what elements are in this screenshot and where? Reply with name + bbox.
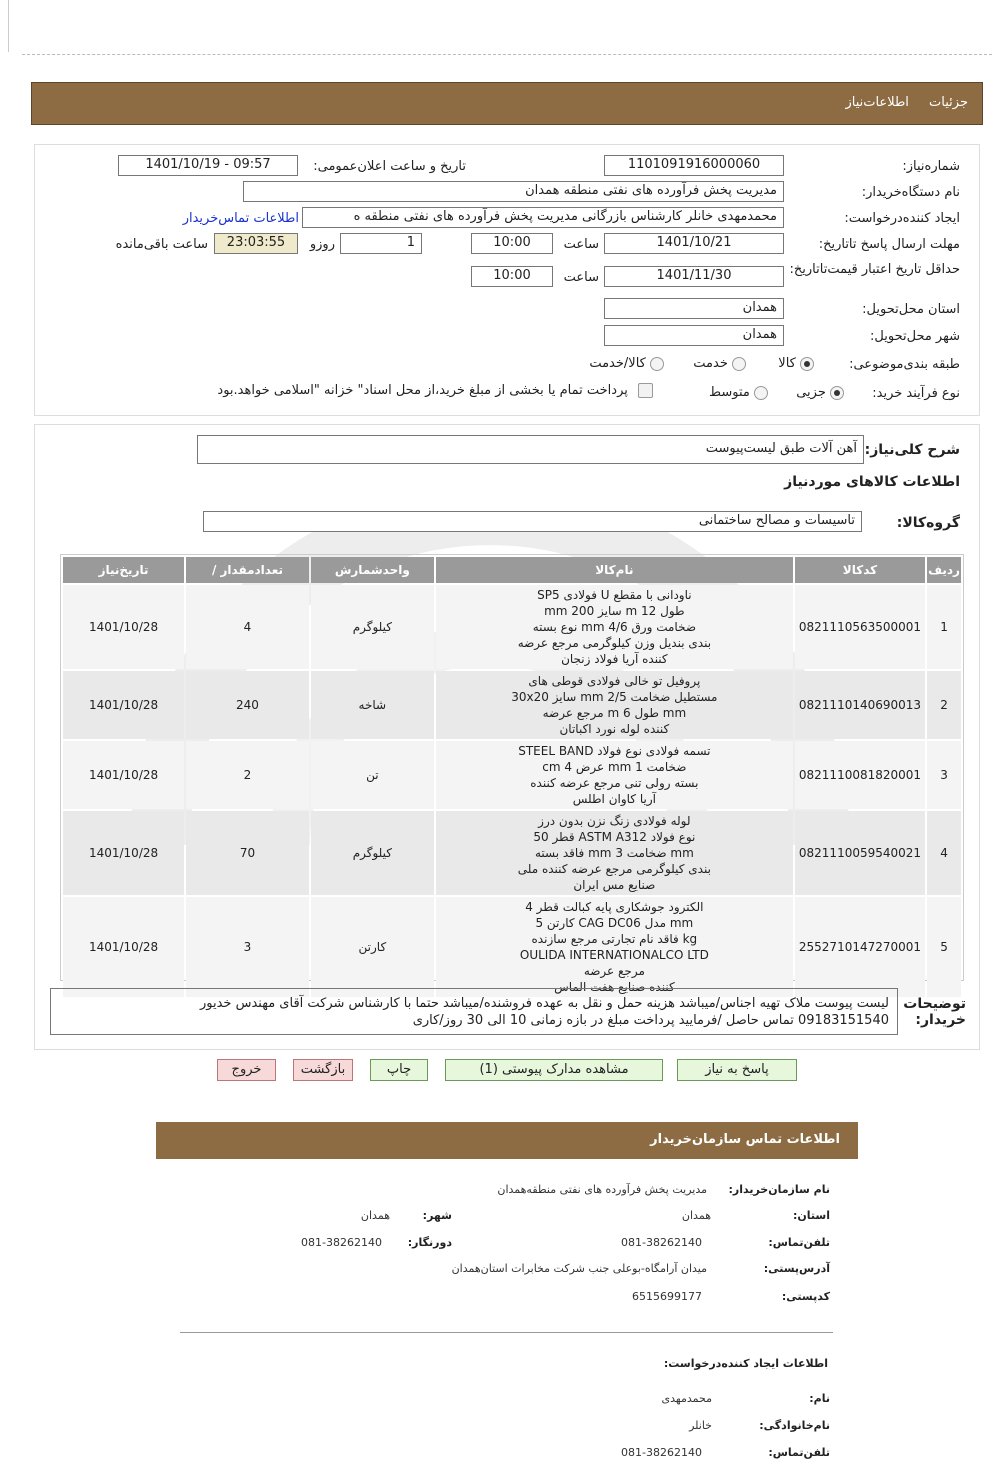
attachments-button[interactable]: مشاهده مدارک پیوستی (1) (445, 1059, 663, 1081)
contact-org-value: مدیریت پخش فرآورده های نفتی منطقه‌همدان (497, 1183, 707, 1196)
remaining-label: ساعت باقی‌مانده (115, 237, 208, 252)
row-name (436, 741, 793, 809)
contact-org-label: نام سازمان‌خریدار: (728, 1183, 830, 1196)
row-name-line: mm طول 6 m مرجع عرضه (542, 706, 687, 720)
validity-date-field: 1401/11/30 (604, 266, 784, 287)
validity-time-field: 10:00 (471, 266, 553, 287)
contact-phone-value: 081-38262140 (621, 1236, 702, 1249)
creator-family-value: خانلر (689, 1419, 712, 1432)
row-name-line: کننده صنایع هفت الماس (554, 980, 675, 994)
row-qty: 3 (186, 897, 309, 997)
contact-address-value: میدان آرامگاه-بوعلی جنب شرکت مخابرات استان‌همدان (451, 1262, 707, 1275)
city-field: همدان (604, 325, 784, 346)
row-name-line: پروفیل تو خالی فولادی قوطی های (528, 674, 701, 688)
row-code: 0821110563500001 (795, 585, 925, 669)
need-number-label: شماره‌نیاز: (902, 159, 960, 174)
deadline-hour-label: ساعت (563, 237, 599, 252)
row-name-line: kg فاقد نام تجارتی مرجع سازنده (531, 932, 698, 946)
group-field: تاسیسات و مصالح ساختمانی (203, 511, 862, 532)
row-code: 0821110140690013 (795, 671, 925, 739)
creator-name-label: نام: (809, 1392, 830, 1405)
deadline-date-field: 1401/10/21 (604, 233, 784, 254)
days-label: روزو (309, 237, 335, 252)
row-code: 0821110081820001 (795, 741, 925, 809)
col-qty: تعداد‌مقدار / (186, 557, 309, 583)
summary-field: آهن آلات طبق لیست‌پیوست (197, 435, 864, 464)
row-name-line: mm ضخامت 3 mm فاقد بسته (534, 846, 694, 860)
row-date: 1401/10/28 (63, 585, 184, 669)
province-label: استان محل‌تحویل: (862, 302, 960, 317)
back-button[interactable]: بازگشت (293, 1059, 353, 1081)
top-divider (22, 54, 992, 55)
row-unit: کیلوگرم (311, 585, 434, 669)
buyer-notes-line: لیست پیوست ملاک تهیه اجناس/میباشد هزینه حمل و نقل به عهده فروشنده/میباشد حتما با کارشناس شرکت آقای مهندس خدیور (200, 996, 889, 1011)
row-index: 1 (927, 585, 961, 669)
row-index: 3 (927, 741, 961, 809)
contact-province-value: همدان (681, 1209, 711, 1222)
category-service-option[interactable]: خدمت (693, 356, 746, 371)
contact-city-label: شهر: (422, 1209, 452, 1222)
col-code: کدکالا (795, 557, 925, 583)
category-label: طبقه بندی‌موضوعی: (849, 357, 960, 372)
row-index: 5 (927, 897, 961, 997)
page-header (31, 82, 983, 125)
process-partial-radio[interactable] (830, 386, 844, 400)
row-qty: 70 (186, 811, 309, 895)
category-both-option[interactable]: کالا/خدمت (589, 356, 664, 371)
exit-button[interactable]: خروج (217, 1059, 276, 1081)
deadline-time-field: 10:00 (471, 233, 553, 254)
row-name-line: نوع فولاد ASTM A312 قطر 50 (533, 830, 696, 844)
buyer-notes-label: توضیحات خریدار: (903, 996, 966, 1028)
row-qty: 240 (186, 671, 309, 739)
row-name (436, 811, 793, 895)
row-unit: تن (311, 741, 434, 809)
row-name-line: تسمه فولادی نوع فولاد STEEL BAND (518, 744, 711, 758)
creator-name-value: محمدمهدی (661, 1392, 712, 1405)
announce-field: 1401/10/19 - 09:57 (118, 155, 298, 176)
row-index: 2 (927, 671, 961, 739)
row-name (436, 585, 793, 669)
row-name-line: ضخامت ورق 4/6 mm نوع بسته (532, 620, 697, 634)
col-date: تاریخ‌نیاز (63, 557, 184, 583)
row-name-line: صنایع مس ایران (573, 878, 656, 892)
treasury-payment-option[interactable]: پرداخت تمام یا بخشی از مبلغ خرید،از محل اسناد" خزانه "اسلامی خواهد.بود (217, 383, 653, 398)
category-both-radio[interactable] (650, 357, 664, 371)
buyer-contact-link[interactable]: اطلاعات تماس‌خریدار (182, 211, 299, 226)
process-medium-option[interactable]: متوسط (709, 385, 768, 400)
contact-fax-value: 081-38262140 (301, 1236, 382, 1249)
row-date: 1401/10/28 (63, 741, 184, 809)
contact-postal-label: کد‌پستی: (781, 1290, 830, 1303)
row-name-line: طول 12 m سایز 200 mm (544, 604, 685, 618)
contact-divider (180, 1332, 833, 1333)
creator-phone-label: تلفن‌تماس: (768, 1446, 830, 1459)
need-number-field: 1101091916000060 (604, 155, 784, 176)
summary-label: شرح کلی‌نیاز: (864, 442, 960, 458)
col-unit: واحدشمارش (311, 557, 434, 583)
process-label: نوع فرآیند خرید: (872, 386, 960, 401)
row-name (436, 671, 793, 739)
row-name-line: mm مدل CAG DC06 کارتن 5 (535, 916, 694, 930)
row-qty: 2 (186, 741, 309, 809)
row-code: 2552710147270001 (795, 897, 925, 997)
row-index: 4 (927, 811, 961, 895)
contact-province-label: استان: (793, 1209, 830, 1222)
row-name-line: مستطیل ضخامت 2/5 mm سایز 30x20 (511, 690, 718, 704)
category-goods-option[interactable]: کالا (778, 356, 814, 371)
buyer-notes-line: 09183151540 تماس حاصل /فرمایید پرداخت مبلغ در بازه زمانی 10 الی 30 روز/کاری (412, 1013, 889, 1028)
row-name (436, 897, 793, 997)
contact-fax-label: دورنگار: (407, 1236, 452, 1249)
page-edge-line (8, 0, 9, 52)
tab-need-info[interactable]: اطلاعات‌نیاز (845, 95, 909, 110)
validity-label: حداقل تاریخ اعتبار قیمت‌تا‌تاریخ: (789, 262, 960, 277)
row-name-line: بندی بندیل وزن کیلوگرمی مرجع عرضه (517, 636, 712, 650)
row-date: 1401/10/28 (63, 671, 184, 739)
creator-info-title: اطلاعات ایجاد کننده‌درخواست: (663, 1357, 828, 1370)
days-field: 1 (340, 233, 422, 254)
row-name-line: الکترود جوشکاری پایه کبالت قطر 4 (525, 900, 704, 914)
treasury-checkbox[interactable] (638, 383, 653, 398)
goods-table (61, 555, 963, 999)
category-goods-radio[interactable] (800, 357, 814, 371)
row-name-line: لوله فولادی زنگ نزن بدون درز (538, 814, 691, 828)
remaining-timer: 23:03:55 (214, 233, 298, 254)
buyer-org-label: نام دستگاه‌خریدار: (861, 185, 960, 200)
table-row (63, 897, 961, 997)
contact-phone-label: تلفن‌تماس: (768, 1236, 830, 1249)
contact-postal-value: 6515699177 (632, 1290, 702, 1303)
validity-hour-label: ساعت (563, 270, 599, 285)
deadline-label: مهلت ارسال پاسخ تا‌تاریخ: (818, 237, 960, 252)
process-partial-option[interactable]: جزیی (796, 385, 844, 400)
row-name-line: کننده آریا فولاد زنجان (561, 652, 668, 666)
tab-details[interactable]: جزئیات (929, 95, 968, 110)
row-date: 1401/10/28 (63, 811, 184, 895)
row-name-line: بسته رولی تنی مرجع عرضه کننده (530, 776, 699, 790)
process-medium-radio[interactable] (754, 386, 768, 400)
creator-label: ایجاد کننده‌درخواست: (844, 211, 960, 226)
buyer-notes-box (50, 988, 898, 1035)
contact-header: اطلاعات تماس سازمان‌خریدار (156, 1122, 858, 1159)
row-date: 1401/10/28 (63, 897, 184, 997)
table-row (63, 741, 961, 809)
row-name-line: OULIDA INTERNATIONALCO LTD (519, 948, 709, 962)
table-row (63, 671, 961, 739)
table-row (63, 811, 961, 895)
row-code: 0821110059540021 (795, 811, 925, 895)
row-unit: شاخه (311, 671, 434, 739)
row-unit: کیلوگرم (311, 811, 434, 895)
contact-address-label: آدرس‌پستی: (763, 1262, 830, 1275)
row-name-line: کننده لوله نورد اکباتان (559, 722, 670, 736)
table-header-row (63, 557, 961, 583)
row-name-line: آریا کاوان اطلس (572, 792, 656, 806)
table-row (63, 585, 961, 669)
row-unit: کارتن (311, 897, 434, 997)
contact-city-value: همدان (360, 1209, 390, 1222)
category-service-radio[interactable] (732, 357, 746, 371)
row-name-line: ضخامت 1 mm عرض 4 cm (542, 760, 687, 774)
row-qty: 4 (186, 585, 309, 669)
creator-field: محمدمهدی خانلر کارشناس بازرگانی مدیریت پخش فرآورده های نفتی منطقه ه (302, 207, 784, 228)
reply-button[interactable]: پاسخ به نیاز (677, 1059, 797, 1081)
creator-family-label: نام‌خانوادگی: (759, 1419, 830, 1432)
row-name-line: بندی کیلوگرمی مرجع عرضه کننده ملی (517, 862, 711, 876)
col-name: نام‌کالا (436, 557, 793, 583)
group-label: گروه‌کالا: (896, 515, 960, 531)
city-label: شهر محل‌تحویل: (870, 329, 960, 344)
announce-label: تاریخ و ساعت اعلان‌عمومی: (313, 159, 466, 174)
print-button[interactable]: چاپ (370, 1059, 428, 1081)
col-row-index: ردیف (927, 557, 961, 583)
row-name-line: ناودانی با مقطع U فولادی SP5 (537, 588, 692, 602)
goods-table-container (60, 554, 964, 994)
buyer-org-field: مدیریت پخش فرآورده های نفتی منطقه همدان (243, 181, 784, 202)
goods-info-title: اطلاعات کالاهای موردنیاز (784, 474, 960, 490)
province-field: همدان (604, 298, 784, 319)
row-name-line: مرجع عرضه (583, 964, 645, 978)
creator-phone-value: 081-38262140 (621, 1446, 702, 1459)
